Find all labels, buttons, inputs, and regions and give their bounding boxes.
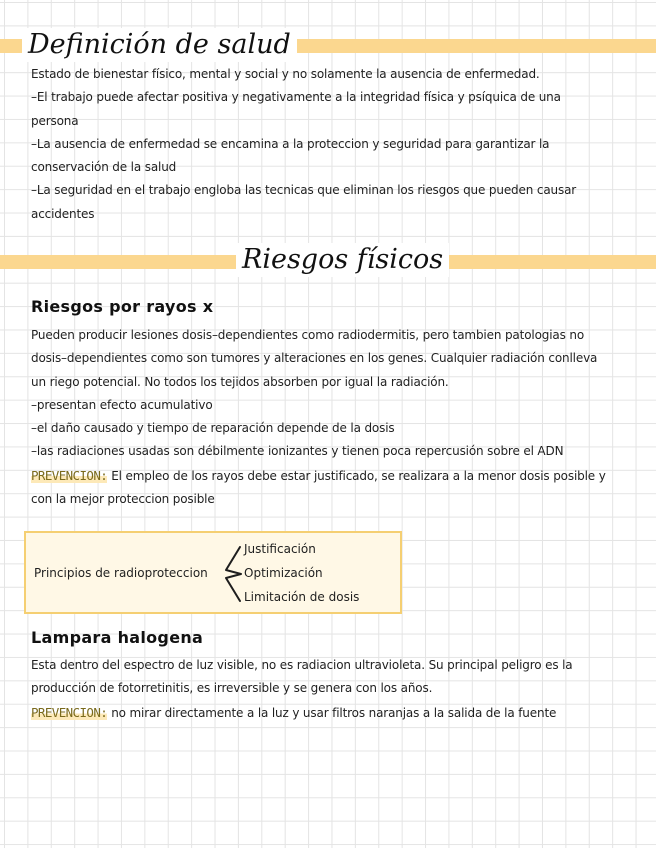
text-line: un riego potencial. No todos los tejidos absorben por igual la radiación. <box>31 374 449 389</box>
principle-item-optimizacion: Optimización <box>244 566 323 580</box>
principle-item-limitacion: Limitación de dosis <box>244 590 360 604</box>
principles-title: Principios de radioproteccion <box>34 566 208 580</box>
principles-box <box>24 531 402 614</box>
prevention-text: El empleo de los rayos debe estar justificado, se realizara a la menor dosis posible y <box>111 468 606 483</box>
text-line: –El trabajo puede afectar positiva y negativamente a la integridad física y psíquica de una <box>31 90 561 105</box>
prevention-label: PREVENCION: <box>31 467 108 483</box>
text-line: conservación de la salud <box>31 160 177 175</box>
text-line: Estado de bienestar físico, mental y social y no solamente la ausencia de enfermedad. <box>31 67 540 81</box>
text-line: –La ausencia de enfermedad se encamina a la proteccion y seguridad para garantizar la <box>31 136 550 151</box>
branch-brace-icon <box>214 537 244 611</box>
prevention-line <box>31 701 637 725</box>
text-line: con la mejor proteccion posible <box>31 492 215 507</box>
prevention-line <box>31 464 637 488</box>
text-line: persona <box>31 113 79 128</box>
rayos-paragraph <box>31 324 637 511</box>
text-line: Pueden producir lesiones dosis–dependientes como radiodermitis, pero tambien patologias no <box>31 328 585 342</box>
prevention-text: no mirar directamente a la luz y usar filtros naranjas a la salida de la fuente <box>111 705 557 720</box>
subsection-title-lampara: Lampara halogena <box>31 628 204 647</box>
section-title-riesgos-fisicos: Riesgos físicos <box>236 243 449 277</box>
text-line: –el daño causado y tiempo de reparación depende de la dosis <box>31 421 395 436</box>
text-line: accidentes <box>31 206 95 221</box>
text-line: –presentan efecto acumulativo <box>31 397 213 412</box>
text-line: –La seguridad en el trabajo engloba las tecnicas que eliminan los riesgos que pueden causar <box>31 183 577 198</box>
text-line: dosis–dependientes como son tumores y alteraciones en los genes. Cualquier radiación conlleva <box>31 351 598 366</box>
lampara-paragraph <box>31 654 637 725</box>
section-title-definicion: Definición de salud <box>22 28 297 62</box>
definicion-paragraph <box>31 63 637 226</box>
prevention-label: PREVENCION: <box>31 704 108 720</box>
principle-item-justificacion: Justificación <box>244 542 316 556</box>
text-line: –las radiaciones usadas son débilmente ionizantes y tienen poca repercusión sobre el ADN <box>31 444 564 459</box>
subsection-title-rayos-x: Riesgos por rayos x <box>31 297 214 316</box>
text-line: producción de fotorretinitis, es irreversible y se genera con los años. <box>31 681 433 696</box>
text-line: Esta dentro del espectro de luz visible, no es radiacion ultravioleta. Su principal peligro es la <box>31 658 573 672</box>
